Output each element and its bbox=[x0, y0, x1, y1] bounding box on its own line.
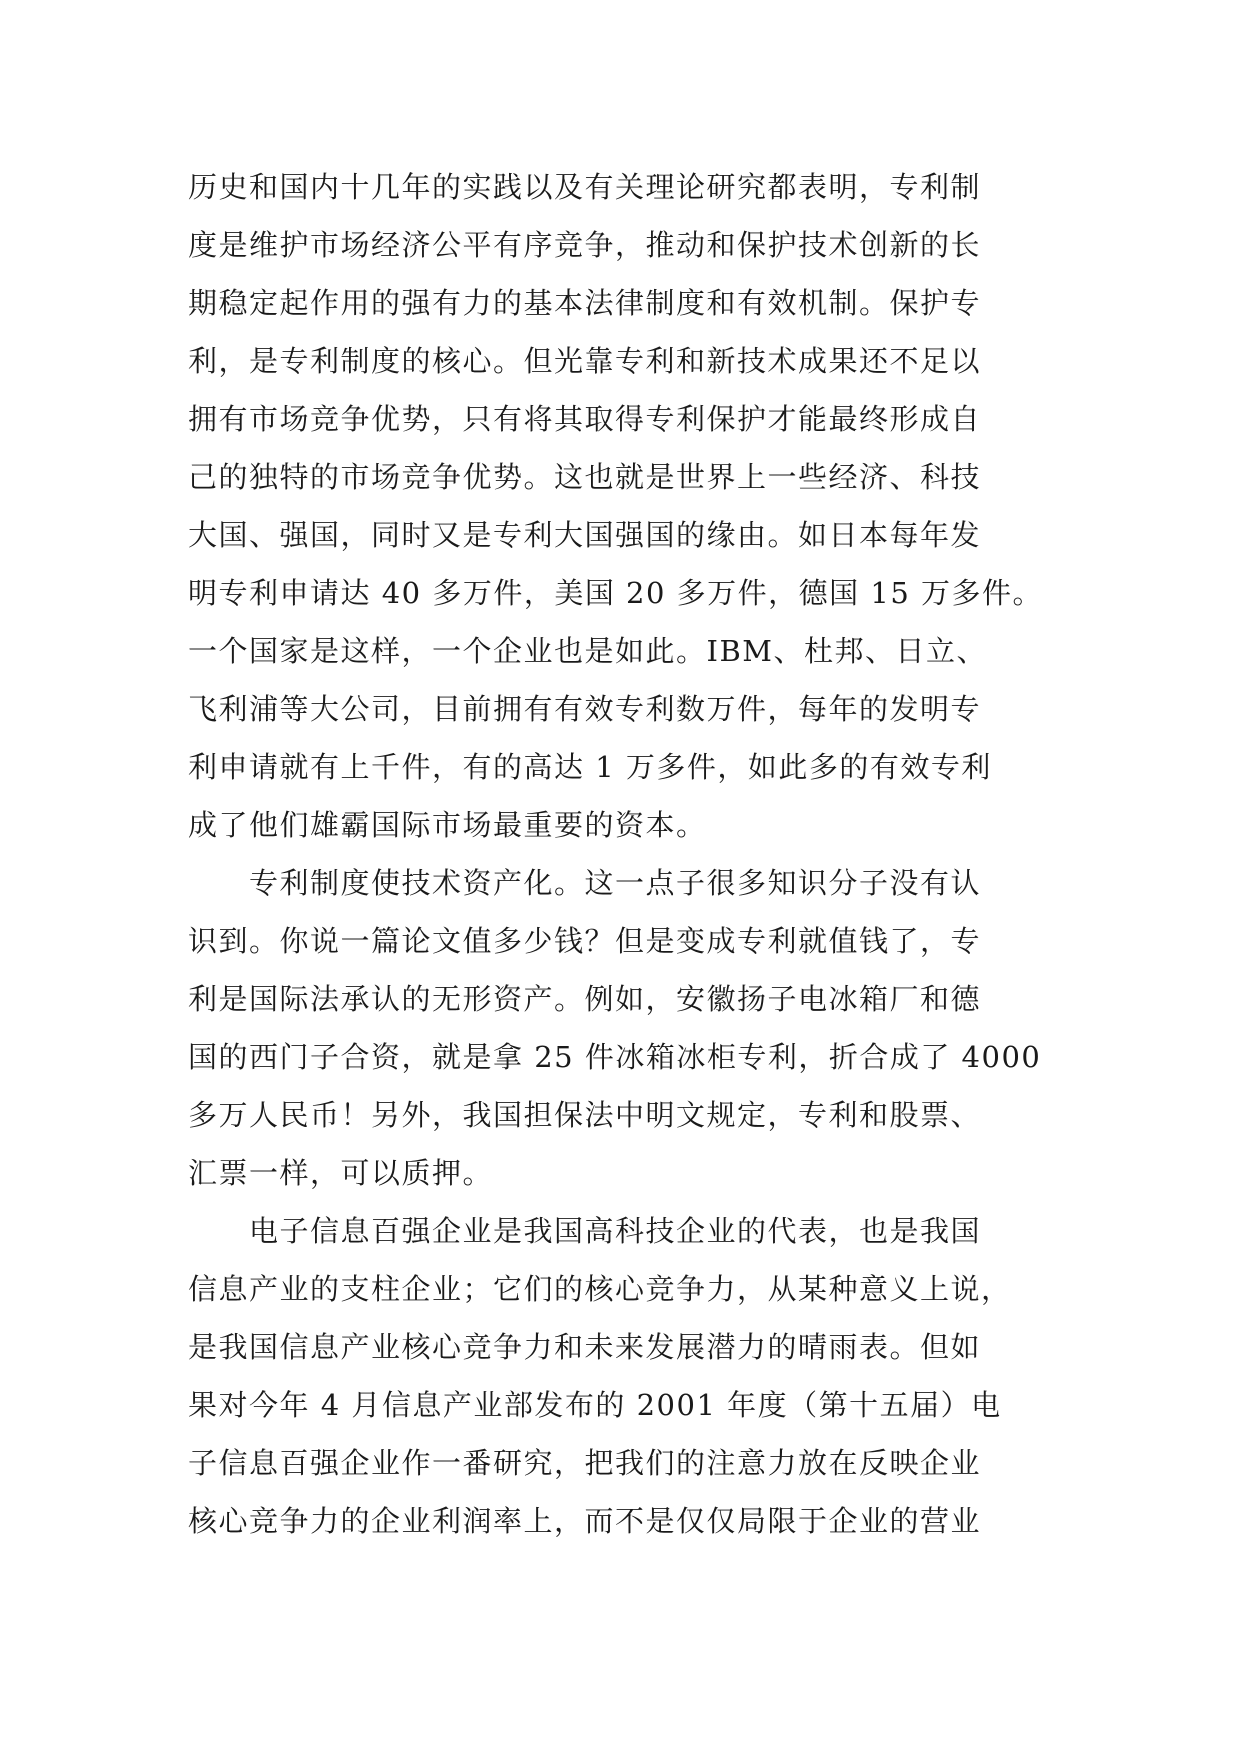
text-line: 核心竞争力的企业利润率上，而不是仅仅局限于企业的营业 bbox=[188, 1504, 982, 1538]
paragraph bbox=[188, 1202, 1058, 1550]
body-text bbox=[188, 158, 1058, 1550]
text-line: 期稳定起作用的强有力的基本法律制度和有效机制。保护专 bbox=[188, 286, 982, 320]
text-line: 果对今年 4 月信息产业部发布的 2001 年度（第十五届）电 bbox=[188, 1388, 1002, 1422]
text-line: 一个国家是这样，一个企业也是如此。IBM、杜邦、日立、 bbox=[188, 634, 987, 668]
text-line: 历史和国内十几年的实践以及有关理论研究都表明，专利制 bbox=[188, 170, 982, 204]
text-line: 成了他们雄霸国际市场最重要的资本。 bbox=[188, 808, 707, 842]
text-line: 子信息百强企业作一番研究，把我们的注意力放在反映企业 bbox=[188, 1446, 982, 1480]
text-line: 是我国信息产业核心竞争力和未来发展潜力的晴雨表。但如 bbox=[188, 1330, 982, 1364]
text-line: 明专利申请达 40 多万件，美国 20 多万件，德国 15 万多件。 bbox=[188, 576, 1044, 610]
text-line: 度是维护市场经济公平有序竞争，推动和保护技术创新的长 bbox=[188, 228, 982, 262]
text-line: 己的独特的市场竞争优势。这也就是世界上一些经济、科技 bbox=[188, 460, 982, 494]
text-line: 国的西门子合资，就是拿 25 件冰箱冰柜专利，折合成了 4000 bbox=[188, 1040, 1042, 1074]
text-line: 电子信息百强企业是我国高科技企业的代表，也是我国 bbox=[188, 1214, 982, 1248]
text-line: 汇票一样，可以质押。 bbox=[188, 1156, 494, 1190]
text-line: 飞利浦等大公司，目前拥有有效专利数万件，每年的发明专 bbox=[188, 692, 982, 726]
paragraph bbox=[188, 158, 1058, 854]
paragraph bbox=[188, 854, 1058, 1202]
text-line: 识到。你说一篇论文值多少钱？但是变成专利就值钱了，专 bbox=[188, 924, 982, 958]
text-line: 信息产业的支柱企业；它们的核心竞争力，从某种意义上说， bbox=[188, 1272, 1012, 1306]
text-line: 利是国际法承认的无形资产。例如，安徽扬子电冰箱厂和德 bbox=[188, 982, 982, 1016]
text-line: 多万人民币！另外，我国担保法中明文规定，专利和股票、 bbox=[188, 1098, 982, 1132]
text-line: 利申请就有上千件，有的高达 1 万多件，如此多的有效专利 bbox=[188, 750, 992, 784]
text-line: 专利制度使技术资产化。这一点子很多知识分子没有认 bbox=[188, 866, 982, 900]
text-line: 大国、强国，同时又是专利大国强国的缘由。如日本每年发 bbox=[188, 518, 982, 552]
text-line: 拥有市场竞争优势，只有将其取得专利保护才能最终形成自 bbox=[188, 402, 982, 436]
text-line: 利，是专利制度的核心。但光靠专利和新技术成果还不足以 bbox=[188, 344, 982, 378]
